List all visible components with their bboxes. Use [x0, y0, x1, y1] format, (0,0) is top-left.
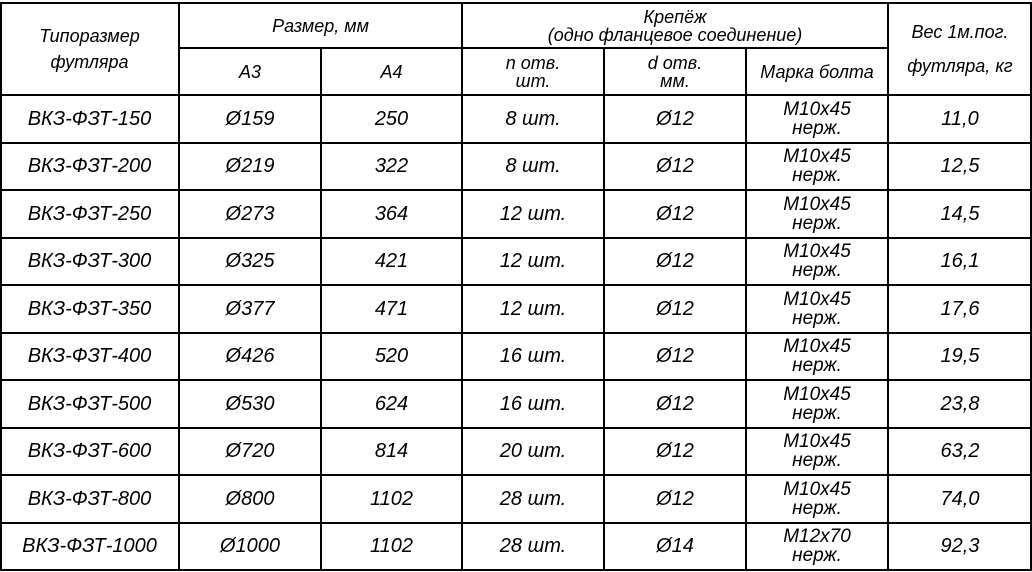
bolt-grade-cell — [746, 143, 888, 191]
hole-diameter-cell: Ø12 — [656, 250, 694, 273]
hole-count-cell: 16 шт. — [499, 345, 567, 368]
header-hole-count-line1: n отв. — [505, 52, 561, 73]
hole-diameter-cell: Ø12 — [656, 297, 694, 320]
size-name-cell: ВКЗ-ФЗТ-800 — [27, 487, 152, 510]
header-fastener-line2: (одно фланцевое соединение) — [547, 24, 803, 45]
header-size-name-line1: Типоразмер — [39, 26, 140, 46]
header-hole-diameter-line2: мм. — [660, 70, 690, 91]
a3-cell: Ø1000 — [219, 535, 281, 558]
weight-cell: 74,0 — [940, 487, 980, 510]
hole-count-cell: 12 шт. — [499, 297, 567, 320]
hole-diameter-cell: Ø12 — [656, 487, 694, 510]
hole-diameter-cell: Ø12 — [656, 345, 694, 368]
a4-cell: 624 — [374, 392, 409, 415]
a4-cell: 814 — [374, 440, 409, 463]
weight-cell: 63,2 — [940, 440, 980, 463]
header-hole-diameter-line1: d отв. — [647, 52, 703, 73]
header-a3 — [179, 48, 321, 95]
hole-count-cell: 16 шт. — [499, 392, 567, 415]
bolt-material-text: нерж. — [792, 545, 842, 567]
hole-count-cell: 12 шт. — [499, 250, 567, 273]
header-a4-label: А4 — [380, 61, 403, 82]
a4-cell: 421 — [374, 250, 409, 273]
hole-count-cell: 8 шт. — [505, 155, 561, 178]
header-weight-line1: Вес 1м.пог. — [911, 22, 1009, 42]
bolt-size-text: М10х45 — [783, 146, 851, 168]
header-dimensions-label: Размер, мм — [272, 15, 369, 36]
header-hole-count — [462, 48, 604, 95]
a4-cell: 1102 — [369, 535, 413, 558]
bolt-grade-cell — [746, 333, 888, 381]
bolt-grade-cell — [746, 190, 888, 238]
size-name-cell: ВКЗ-ФЗТ-400 — [27, 345, 152, 368]
a3-cell: Ø800 — [225, 487, 275, 510]
bolt-material-text: нерж. — [792, 117, 842, 139]
hole-diameter-cell: Ø12 — [656, 392, 694, 415]
bolt-size-text: М12х70 — [783, 526, 851, 548]
bolt-grade-cell — [746, 285, 888, 333]
bolt-grade-cell — [746, 523, 888, 571]
header-dimensions-group — [179, 3, 462, 48]
bolt-material-text: нерж. — [792, 355, 842, 377]
hole-diameter-cell: Ø12 — [656, 202, 694, 225]
size-name-cell: ВКЗ-ФЗТ-350 — [27, 297, 152, 320]
header-size-name-line2: футляра — [50, 52, 129, 72]
hole-diameter-cell: Ø14 — [656, 535, 694, 558]
bolt-material-text: нерж. — [792, 307, 842, 329]
hole-count-cell: 20 шт. — [499, 440, 567, 463]
weight-cell: 17,6 — [940, 297, 980, 320]
weight-cell: 19,5 — [940, 345, 980, 368]
a4-cell: 364 — [374, 202, 409, 225]
a4-cell: 471 — [374, 297, 409, 320]
bolt-material-text: нерж. — [792, 402, 842, 424]
bolt-material-text: нерж. — [792, 450, 842, 472]
header-hole-count-line2: шт. — [515, 70, 551, 91]
a3-cell: Ø720 — [225, 440, 275, 463]
hole-count-cell: 28 шт. — [499, 487, 567, 510]
bolt-grade-cell — [746, 475, 888, 523]
size-name-cell: ВКЗ-ФЗТ-250 — [27, 202, 152, 225]
header-hole-diameter — [604, 48, 746, 95]
hole-count-cell: 12 шт. — [499, 202, 567, 225]
bolt-size-text: М10х45 — [783, 288, 851, 310]
header-a3-label: А3 — [238, 61, 262, 82]
bolt-size-text: М10х45 — [783, 336, 851, 358]
a4-cell: 250 — [374, 107, 409, 130]
header-bolt-grade-label: Марка болта — [760, 61, 874, 82]
weight-cell: 11,0 — [941, 107, 979, 130]
weight-cell: 16,1 — [940, 250, 980, 273]
header-weight-line2: футляра, кг — [907, 56, 1013, 76]
a3-cell: Ø159 — [225, 107, 275, 130]
a3-cell: Ø219 — [225, 155, 275, 178]
bolt-material-text: нерж. — [792, 212, 842, 234]
a4-cell: 322 — [374, 155, 409, 178]
a3-cell: Ø325 — [225, 250, 275, 273]
weight-cell: 12,5 — [940, 155, 980, 178]
weight-cell: 14,5 — [940, 202, 980, 225]
hole-count-cell: 8 шт. — [505, 107, 561, 130]
bolt-material-text: нерж. — [792, 260, 842, 282]
header-a4 — [321, 48, 462, 95]
bolt-grade-cell — [746, 380, 888, 428]
header-fastener-group — [462, 3, 888, 48]
bolt-size-text: М10х45 — [783, 241, 851, 263]
size-name-cell: ВКЗ-ФЗТ-300 — [27, 250, 152, 273]
weight-cell: 23,8 — [940, 392, 980, 415]
header-size-name — [0, 3, 179, 95]
bolt-size-text: М10х45 — [783, 383, 851, 405]
hole-diameter-cell: Ø12 — [656, 107, 694, 130]
a3-cell: Ø426 — [225, 345, 275, 368]
a3-cell: Ø273 — [225, 202, 275, 225]
hole-diameter-cell: Ø12 — [656, 155, 694, 178]
bolt-size-text: М10х45 — [783, 98, 851, 120]
a4-cell: 1102 — [369, 487, 413, 510]
size-name-cell: ВКЗ-ФЗТ-500 — [27, 392, 152, 415]
header-bolt-grade — [746, 48, 888, 95]
header-fastener-line1: Крепёж — [643, 6, 707, 27]
a3-cell: Ø377 — [225, 297, 275, 320]
bolt-size-text: М10х45 — [783, 431, 851, 453]
a4-cell: 520 — [374, 345, 409, 368]
header-weight — [888, 3, 1032, 95]
size-name-cell: ВКЗ-ФЗТ-150 — [27, 107, 152, 130]
bolt-material-text: нерж. — [792, 165, 842, 187]
hole-count-cell: 28 шт. — [499, 535, 567, 558]
size-name-cell: ВКЗ-ФЗТ-600 — [27, 440, 152, 463]
weight-cell: 92,3 — [940, 535, 980, 558]
bolt-material-text: нерж. — [792, 497, 842, 519]
a3-cell: Ø530 — [225, 392, 275, 415]
size-name-cell: ВКЗ-ФЗТ-200 — [27, 155, 152, 178]
bolt-grade-cell — [746, 428, 888, 476]
size-name-cell: ВКЗ-ФЗТ-1000 — [22, 535, 157, 558]
bolt-size-text: М10х45 — [783, 478, 851, 500]
bolt-grade-cell — [746, 95, 888, 143]
bolt-grade-cell — [746, 238, 888, 286]
hole-diameter-cell: Ø12 — [656, 440, 694, 463]
bolt-size-text: М10х45 — [783, 193, 851, 215]
